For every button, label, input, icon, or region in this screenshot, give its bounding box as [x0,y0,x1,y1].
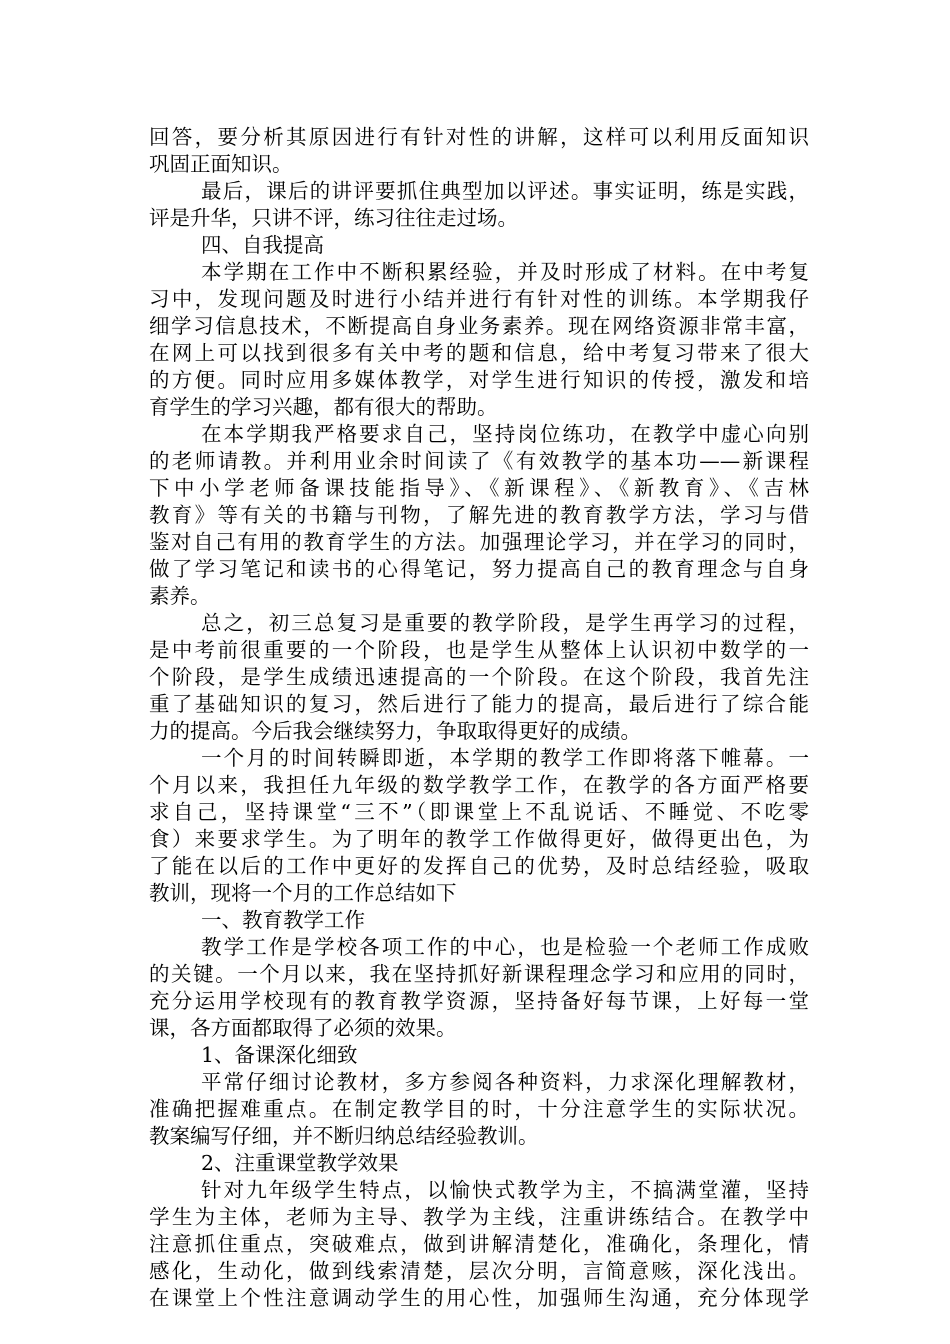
text-line: 教训，现将一个月的工作总结如下 [149,881,457,905]
text-line: 1、备课深化细致 [201,1043,358,1067]
text-line: 的老师请教。并利用业余时间读了《有效教学的基本功——新课程 [149,449,809,473]
text-line: 细学习信息技术，不断提高自身业务素养。现在网络资源非常丰富， [149,314,809,338]
text-line: 是中考前很重要的一个阶段，也是学生从整体上认识初中数学的一 [149,638,809,662]
text-line: 个阶段，是学生成绩迅速提高的一个阶段。在这个阶段，我首先注 [149,665,809,689]
text-line: 本学期在工作中不断积累经验，并及时形成了材料。在中考复 [201,260,809,284]
text-line: 回答，要分析其原因进行有针对性的讲解，这样可以利用反面知识 [149,125,809,149]
text-line: 总之，初三总复习是重要的教学阶段，是学生再学习的过程， [201,611,809,635]
text-line: 的方便。同时应用多媒体教学，对学生进行知识的传授，激发和培 [149,368,809,392]
text-line: 个月以来，我担任九年级的数学教学工作，在教学的各方面严格要 [149,773,809,797]
text-line: 教案编写仔细，并不断归纳总结经验教训。 [149,1124,539,1148]
text-line: 教学工作是学校各项工作的中心，也是检验一个老师工作成败 [201,935,809,959]
text-line: 的关键。一个月以来，我在坚持抓好新课程理念学习和应用的同时， [149,962,809,986]
document-page [149,124,809,1312]
text-line: 最后，课后的讲评要抓住典型加以评述。事实证明，练是实践， [201,179,809,203]
text-line: 教育》等有关的书籍与刊物，了解先进的教育教学方法，学习与借 [149,503,809,527]
text-line: 食）来要求学生。为了明年的教学工作做得更好，做得更出色，为 [149,827,809,851]
text-line: 2、注重课堂教学效果 [201,1151,399,1175]
text-line: 平常仔细讨论教材，多方参阅各种资料，力求深化理解教材， [201,1070,809,1094]
text-line: 在课堂上个性注意调动学生的用心性，加强师生沟通，充分体现学 [149,1286,809,1310]
text-line: 学生为主体，老师为主导、教学为主线，注重讲练结合。在教学中 [149,1205,809,1229]
text-line: 在本学期我严格要求自己，坚持岗位练功，在教学中虚心向别 [201,422,809,446]
text-line: 重了基础知识的复习，然后进行了能力的提高，最后进行了综合能 [149,692,809,716]
text-line: 育学生的学习兴趣，都有很大的帮助。 [149,395,498,419]
text-line: 巩固正面知识。 [149,152,293,176]
text-line: 准确把握难重点。在制定教学目的时，十分注意学生的实际状况。 [149,1097,809,1121]
text-line: 课，各方面都取得了必须的效果。 [149,1016,457,1040]
text-line: 四、自我提高 [201,233,324,257]
text-line: 一个月的时间转瞬即逝，本学期的教学工作即将落下帷幕。一 [201,746,809,770]
text-line: 注意抓住重点，突破难点，做到讲解清楚化，准确化，条理化，情 [149,1232,809,1256]
text-line: 评是升华，只讲不评，练习往往走过场。 [149,206,518,230]
text-line: 下中小学老师备课技能指导》、《新课程》、《新教育》、《吉林 [149,476,809,500]
text-line: 做了学习笔记和读书的心得笔记，努力提高自己的教育理念与自身 [149,557,809,581]
text-line: 在网上可以找到很多有关中考的题和信息，给中考复习带来了很大 [149,341,809,365]
text-line: 求自己，坚持课堂“三不”（即课堂上不乱说话、不睡觉、不吃零 [149,800,809,824]
text-line: 针对九年级学生特点，以愉快式教学为主，不搞满堂灌，坚持 [201,1178,809,1202]
text-line: 一、教育教学工作 [201,908,365,932]
text-line: 感化，生动化，做到线索清楚，层次分明，言简意赅，深化浅出。 [149,1259,809,1283]
text-line: 习中，发现问题及时进行小结并进行有针对性的训练。本学期我仔 [149,287,809,311]
text-line: 素养。 [149,584,211,608]
text-line: 了能在以后的工作中更好的发挥自己的优势，及时总结经验，吸取 [149,854,809,878]
text-line: 力的提高。今后我会继续努力，争取取得更好的成绩。 [149,719,641,743]
text-line: 充分运用学校现有的教育教学资源，坚持备好每节课，上好每一堂 [149,989,809,1013]
text-line: 鉴对自己有用的教育学生的方法。加强理论学习，并在学习的同时， [149,530,809,554]
